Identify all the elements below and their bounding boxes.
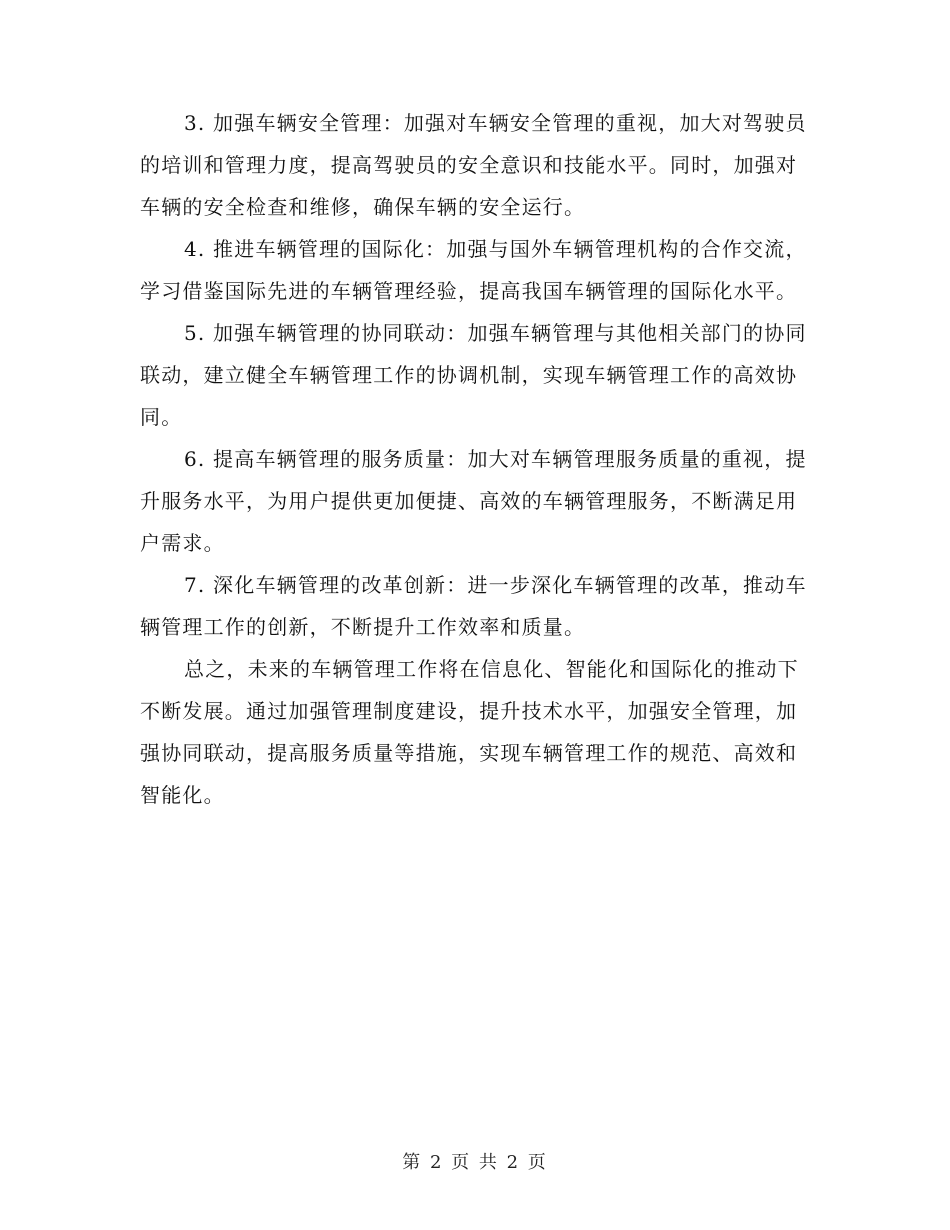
paragraph-internationalization: 4. 推进车辆管理的国际化：加强与国外车辆管理机构的合作交流，学习借鉴国际先进的车辆管理经验，提高我国车辆管理的国际化水平。 bbox=[140, 237, 807, 303]
paragraph-coordination: 5. 加强车辆管理的协同联动：加强车辆管理与其他相关部门的协同联动，建立健全车辆管理工作的协调机制，实现车辆管理工作的高效协同。 bbox=[140, 321, 807, 429]
document-body bbox=[140, 102, 810, 816]
paragraph-service-quality: 6. 提高车辆管理的服务质量：加大对车辆管理服务质量的重视，提升服务水平，为用户提供更加便捷、高效的车辆管理服务，不断满足用户需求。 bbox=[140, 447, 807, 555]
page-footer: 第 2 页 共 2 页 bbox=[402, 1152, 548, 1173]
paragraph-vehicle-safety: 3. 加强车辆安全管理：加强对车辆安全管理的重视，加大对驾驶员的培训和管理力度，提高驾驶员的安全意识和技能水平。同时，加强对车辆的安全检查和维修，确保车辆的安全运行。 bbox=[140, 111, 807, 219]
paragraph-reform-innovation: 7. 深化车辆管理的改革创新：进一步深化车辆管理的改革，推动车辆管理工作的创新，不断提升工作效率和质量。 bbox=[140, 573, 807, 639]
paragraph-conclusion: 总之，未来的车辆管理工作将在信息化、智能化和国际化的推动下不断发展。通过加强管理制度建设，提升技术水平，加强安全管理，加强协同联动，提高服务质量等措施，实现车辆管理工作的规范、高效和智能化。 bbox=[140, 657, 799, 807]
